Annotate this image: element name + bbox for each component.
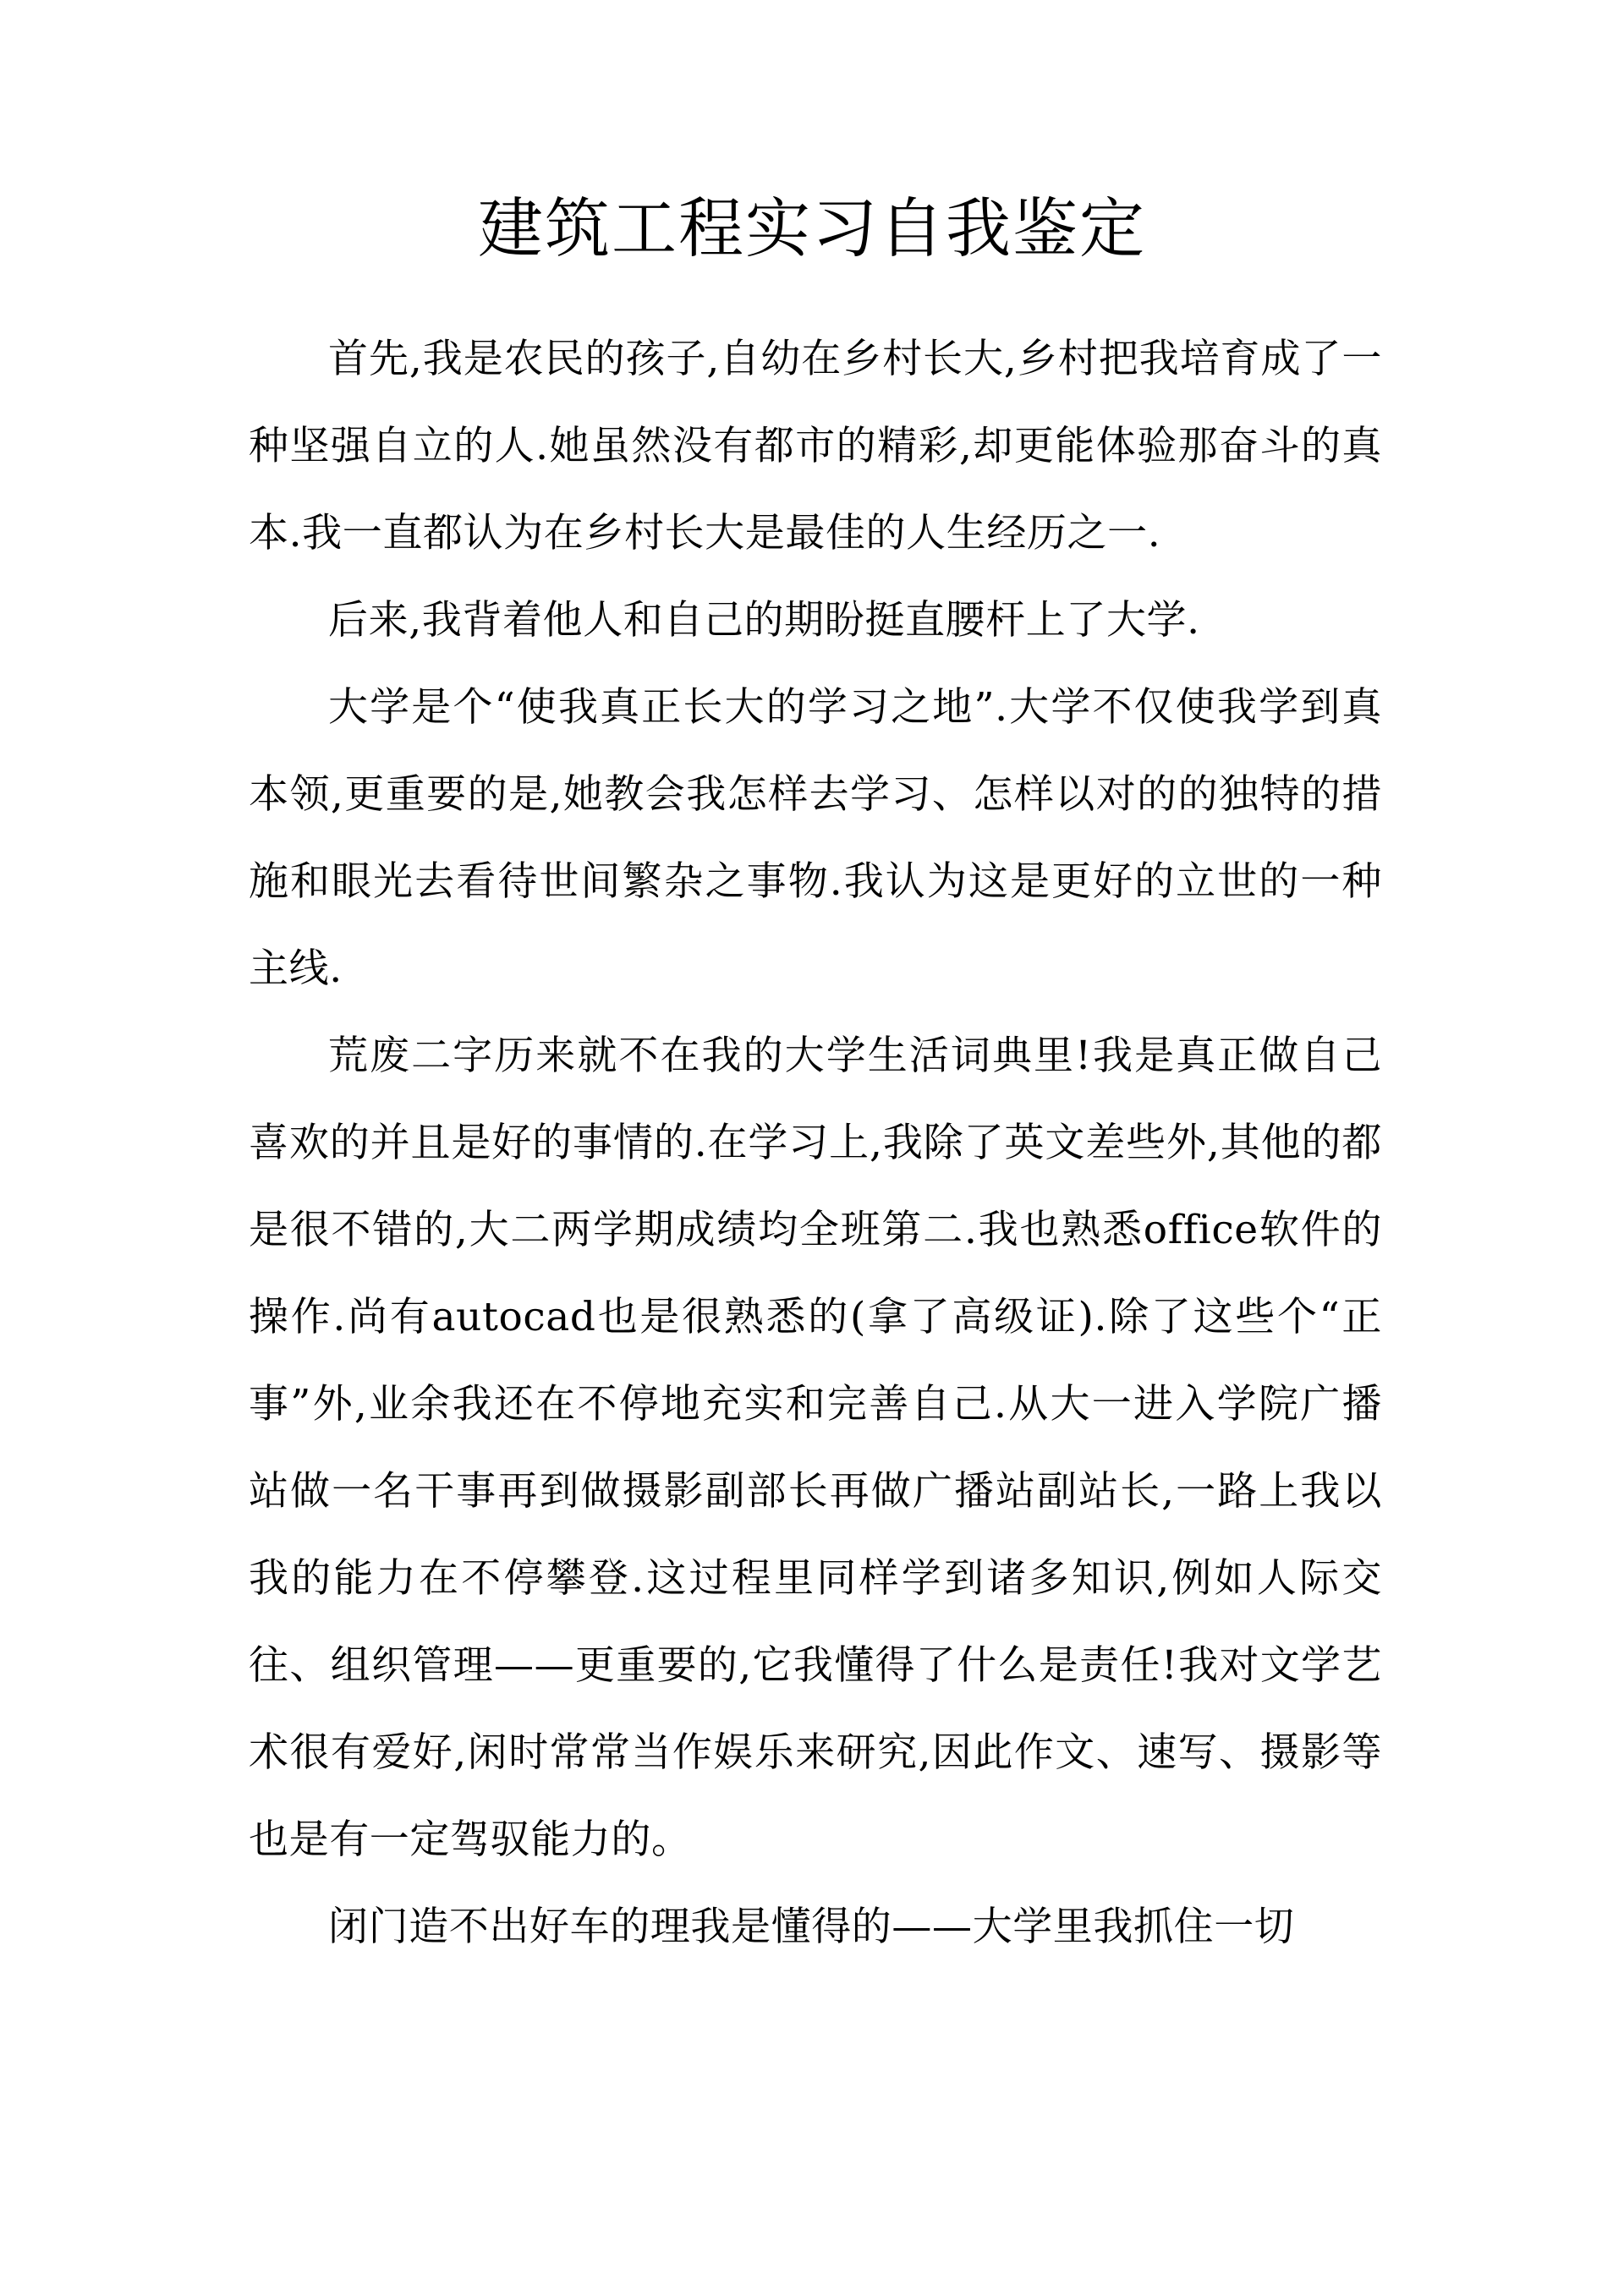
paragraph-practice: 闭门造不出好车的理我是懂得的——大学里我抓住一切	[328, 1904, 1295, 1950]
document-body	[249, 315, 1382, 1970]
document-title: 建筑工程实习自我鉴定	[478, 192, 1146, 267]
paragraph-university-learning: 大学是个“使我真正长大的学习之地”.大学不仅使我学到真本领,更重要的是,她教会我怎样去学习、怎样以对的的独特的措施和眼光去看待世间繁杂之事物.我认为这是更好的立世的一种主线.	[249, 684, 1382, 992]
paragraph-university-life: 荒废二字历来就不在我的大学生活词典里!我是真正做自己喜欢的并且是好的事情的.在学习上,我除了英文差些外,其他的都是很不错的,大二两学期成绩均全班第二.我也熟悉office软件的操作.尚有autocad也是很熟悉的(拿了高级证).除了这些个“正事”外,业余我还在不停地充实和完善自己.从大一进入学院广播站做一名干事再到做摄影副部长再做广播站副站长,一路上我以我的能力在不停攀登.这过程里同样学到诸多知识,例如人际交往、组织管理——更重要的,它我懂得了什么是责任!我对文学艺术很有爱好,闲时常常当作娱乐来研究,因此作文、速写、摄影等也是有一定驾驭能力的。	[249, 1033, 1382, 1863]
paragraph-entering-university: 后来,我背着他人和自己的期盼挺直腰杆上了大学.	[328, 597, 1200, 644]
paragraph-childhood: 首先,我是农民的孩子,自幼在乡村长大,乡村把我培育成了一种坚强自立的人.她虽然没有都市的精彩,却更能体验那奋斗的真本.我一直都认为在乡村长大是最佳的人生经历之一.	[249, 336, 1382, 556]
